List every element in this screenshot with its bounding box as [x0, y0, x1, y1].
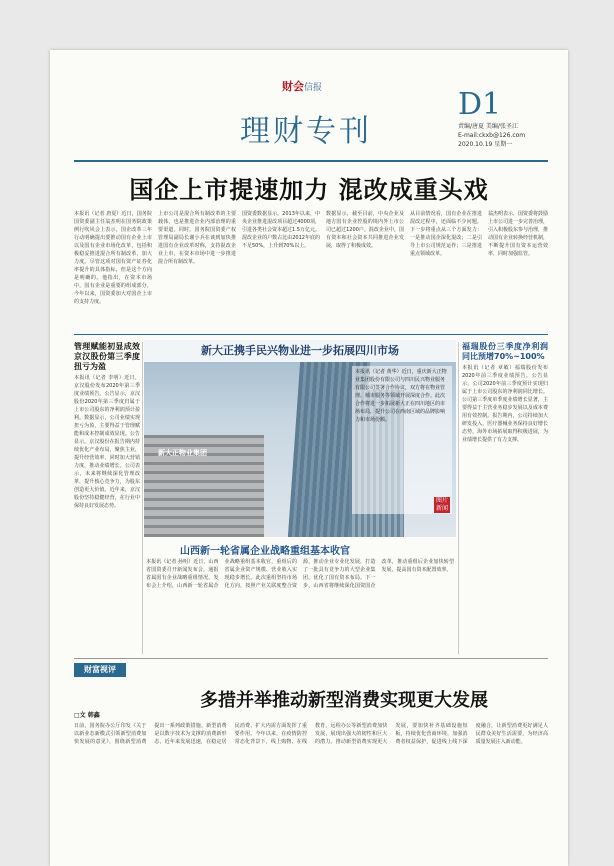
column-divider [142, 342, 143, 654]
date-line: 2020.10.19 星期一 [458, 141, 513, 148]
mid-story-title: 山西新一轮省属企业战略重组基本收官 [180, 546, 350, 557]
hero-caption: 本报讯（记者 黄华）近日，重庆新大正物业集团股份有限公司与四川民兴物业服务有限公司签署合作协议，双方将在物业管理、城市服务等领域开展深度合作。此次合作将进一步拓展新大正在四川地区的市场布局，提升公司在西南区域的品牌影响力和市场份额。 [352, 366, 452, 514]
top-column-2: 上市公司是混合所有制改革的主要载体，也是推进企业内部治理的重要渠道。同时，国务院国资委产权管理局副局长谢小兵在谈到加快推进国有企业改革时称，支持混改企业上市，在资本市场中进一步推进混合所有制改革。 [158, 211, 236, 265]
section-tag: 财富视评 [74, 663, 126, 677]
page-number: D1 [458, 87, 502, 122]
top-column-5: 从目前情况看，国有企业在推进混改过程中，还面临不少问题。下一步将重点从三个方面发力：一是推动国企深化混改；二是引导上市公司规范运作；三是推进重点领域改革。 [410, 211, 482, 257]
logo-subtext: 信报 [304, 83, 323, 93]
bottom-headline: 多措并举推动新型消费实现更大发展 [200, 690, 488, 711]
top-column-3: 国资委数据显示，2013年以来，中央企业推进混改项目超过4000项，引进各类社会资本超过1.5万亿元。混改企业的户数占比由2012年底的不足50%，上升到70%以上。 [242, 211, 320, 249]
top-column-1: 本报讯（记者 唐夏）近日，国务院国资委副主任翁杰明在国务院政策例行吹风会上表示，国企改革三年行动明确提出要推动国有企业上市以及国有企业市场化改革，包括积极稳妥推进混合所有制改革，加大力度。尽管这项对国有资产证券化率提升的具体指标，但是这个方向是明确的。他指出，在资本市场中，国有企业是重要的组成部分，今年以来，国资委加大对国企上市的支持力度。 [74, 211, 152, 305]
column-divider-right [458, 342, 459, 654]
bottom-rule [74, 658, 548, 659]
left-story-title: 管理赋能初显成效 京汉股份第三季度扭亏为盈 [74, 342, 140, 371]
top-column-6: 翁杰明表示，国资委将鼓励上市公司进一步完善治理，引入积极股东参与治理，推动国有企业转换经营机制，不断提升国有资本运营效率，同时加强监管。 [488, 211, 548, 257]
right-story-title: 福瑞股份三季度净利润同比预增70%~100% [462, 342, 548, 361]
left-story-body: 本报讯（记者 李明）近日，京汉股份发布2020年第三季度业绩预告。公告显示，京汉股份2020年第三季度归属于上市公司股东的净利润预计盈利。数据显示，公司业绩实现扭亏为盈，主要得益于管理赋能和成本控制成效显现。公告显示，京汉股份在报告期内持续优化产业布局，聚焦主业，提升经营效率，同时加大营销力度，推动业绩增长。公司表示，未来将继续深化管理改革，提升核心竞争力，为股东创造更大价值。近年来，京汉股份坚持稳健经营，在行业中保持良好发展态势。 [74, 375, 140, 509]
page-info [458, 87, 548, 149]
masthead-logo [282, 78, 322, 94]
byline: □文 韩鑫 [74, 712, 100, 719]
newspaper-page [50, 50, 568, 866]
building-sign: 新大正物业集团 [158, 449, 207, 457]
main-headline: 国企上市提速加力 混改成重头戏 [129, 176, 489, 204]
section-title: 理财专刊 [240, 114, 372, 149]
page-meta [458, 122, 548, 149]
photo-news-badge: 图片新闻 [435, 497, 448, 512]
bottom-story-body: 日前，国务院办公厅印发《关于以新业态新模式引领新型消费加快发展的意见》，围绕新型消费提出一系列政策措施。新型消费是以数字技术为支撑的消费新形态，近年来发展迅速，在稳定居民消费、扩大内需方面发挥了重要作用。今年以来，在疫情防控常态化背景下，线上购物、在线教育、远程办公等新型消费加快发展，展现出强大的韧性和巨大的潜力。推动新型消费实现更大发展，要加快补齐基础设施短板，持续优化营商环境，加强消费者权益保护，促进线上线下深度融合，让新型消费更好满足人民群众美好生活需要，为经济高质量发展注入新动能。 [74, 723, 548, 745]
right-story [462, 342, 548, 654]
mid-story-body: 本报讯（记者 孙明）近日，山西省国资委召开新闻发布会，通报省属国有企业战略重组情况。发布会上介绍，山西新一轮省属企业战略重组基本收官，重组后的省属企业资产规模、营业收入实现稳步增长。此次重组坚持市场化方向，按照产业关联度整合资源，推动企业专业化发展，打造了一批具有竞争力的大型企业集团，优化了国有资本布局。下一步，山西省将继续深化国资国企改革，推动重组后企业加快转型发展，提高国有资本配置效率。 [146, 559, 454, 589]
right-story-body: 本报讯（记者 章敏）福瑞股份发布2020年前三季度业绩预告。公告显示，公司2020年前三季度预计实现归属于上市公司股东的净利润同比增长。公司第三季度单季度业绩增长显著，主要得益于主营业务稳步发展以及成本费用有效控制。报告期内，公司持续加大研发投入，医疗器械业务保持良好增长态势，海外市场拓展取得积极进展，为业绩增长提供了有力支撑。 [462, 365, 548, 443]
email-line: E-mail:ckxb@126.com [458, 132, 526, 139]
section-rule [74, 334, 548, 335]
left-story [74, 342, 140, 654]
header-rule [74, 160, 548, 162]
logo-text: 财会 [282, 80, 304, 93]
editor-line: 责编/唐夏 美编/张圣江 [458, 123, 518, 130]
hero-title: 新大正携手民兴物业进一步拓展四川市场 [144, 340, 456, 362]
top-column-4: 数据显示，截至目前，中央企业及地方国有企业控股的境内外上市公司已超过1200户。混改企业中，国有资本和社会资本共同推进企业发展，取得了积极成效。 [326, 211, 404, 249]
hero-photo [144, 340, 456, 537]
